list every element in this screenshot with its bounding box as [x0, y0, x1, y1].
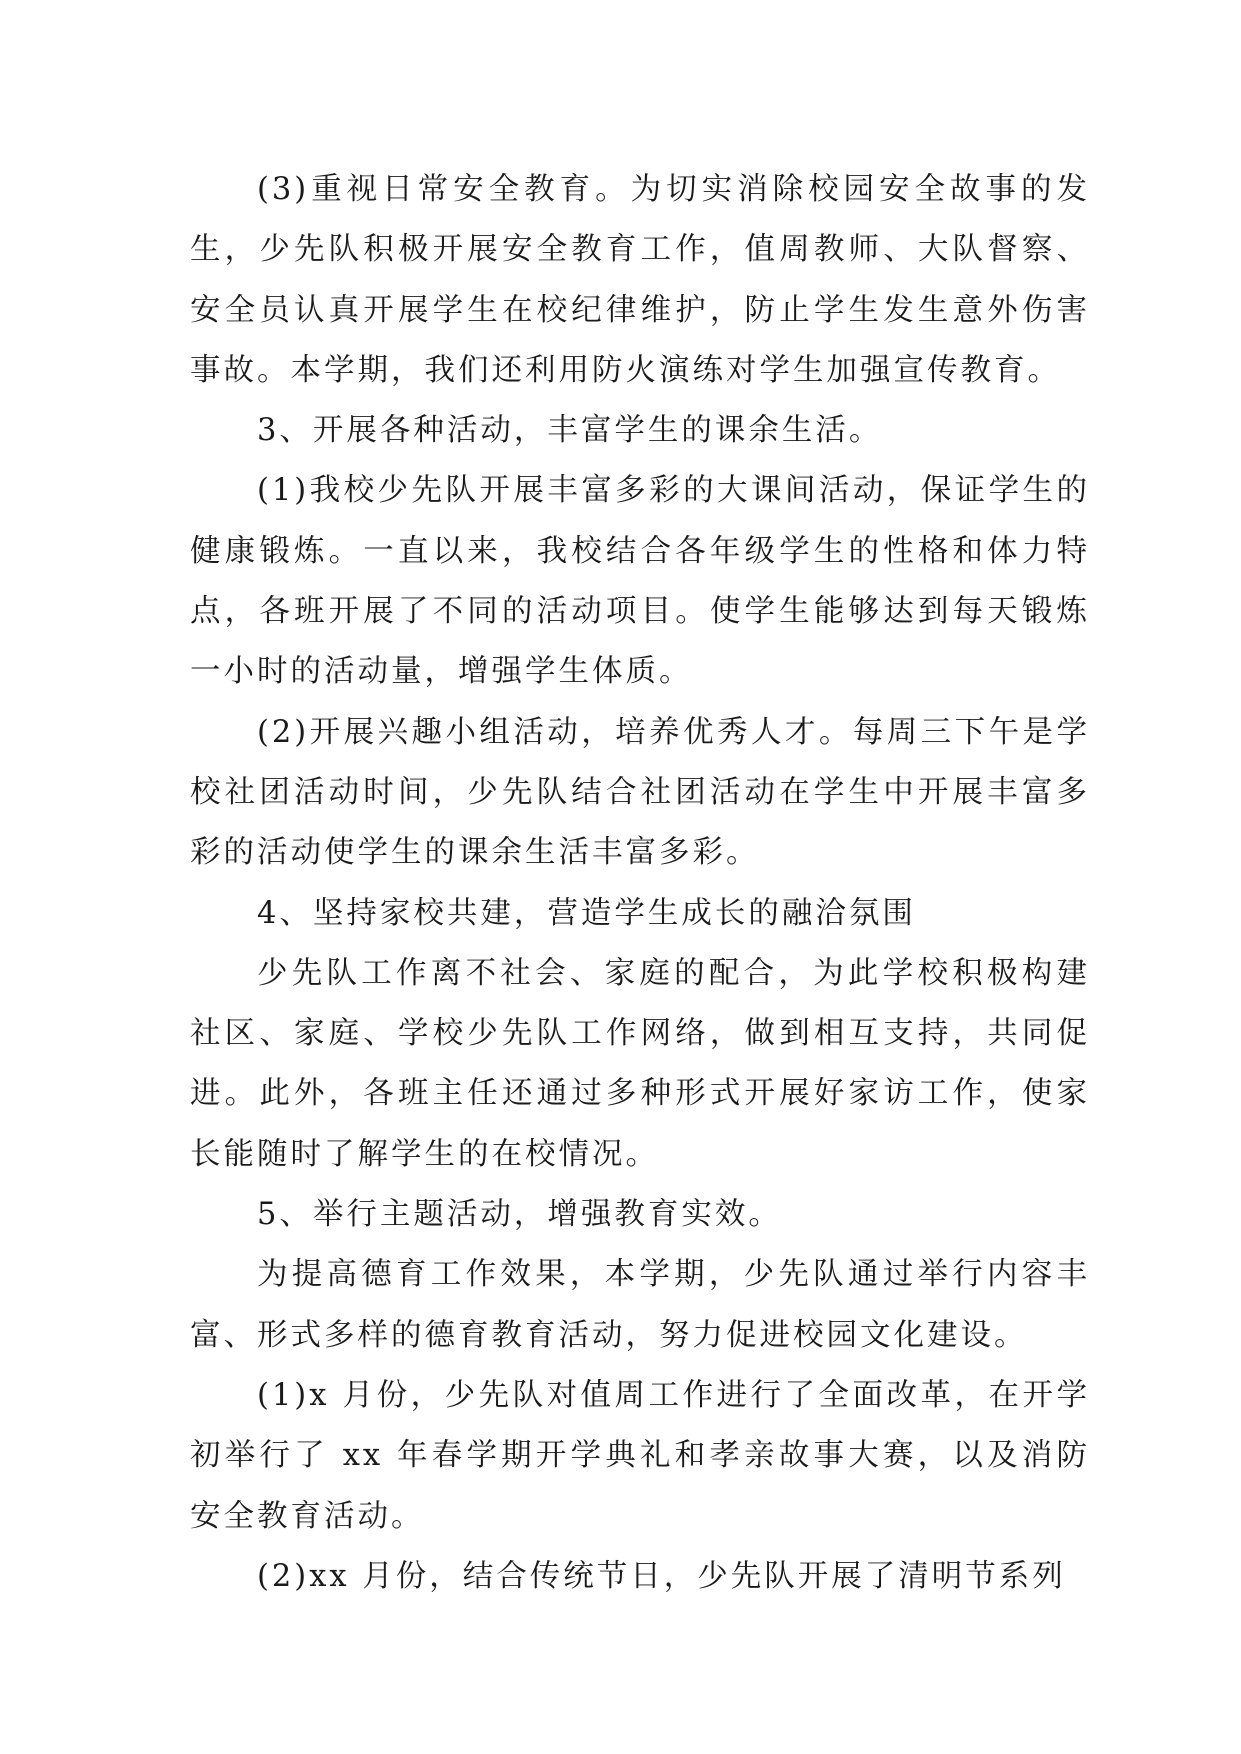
paragraph-recess-activities: (1)我校少先队开展丰富多彩的大课间活动，保证学生的健康锻炼。一直以来，我校结合各年级学生的性格和体力特点，各班开展了不同的活动项目。使学生能够达到每天锻炼一小时的活动量，增强学生体质。	[190, 473, 1090, 690]
paragraph-moral-education: 为提高德育工作效果，本学期，少先队通过举行内容丰富、形式多样的德育教育活动，努力促进校园文化建设。	[190, 1257, 1090, 1353]
heading-activities: 3、开展各种活动，丰富学生的课余生活。	[257, 413, 883, 449]
paragraph-interest-groups: (2)开展兴趣小组活动，培养优秀人才。每周三下午是学校社团活动时间，少先队结合社团活动在学生中开展丰富多彩的活动使学生的课余生活丰富多彩。	[190, 714, 1090, 871]
heading-theme-activities: 5、举行主题活动，增强教育实效。	[257, 1197, 782, 1233]
paragraph-home-school: 少先队工作离不社会、家庭的配合，为此学校积极构建社区、家庭、学校少先队工作网络，做到相互支持，共同促进。此外，各班主任还通过多种形式开展好家访工作，使家长能随时了解学生的在校情况。	[190, 955, 1090, 1172]
document-body	[190, 160, 1090, 1607]
heading-home-school: 4、坚持家校共建，营造学生成长的融洽氛围	[257, 895, 916, 931]
paragraph-safety-education: (3)重视日常安全教育。为切实消除校园安全故事的发生，少先队积极开展安全教育工作，值周教师、大队督察、安全员认真开展学生在校纪律维护，防止学生发生意外伤害事故。本学期，我们还利用防火演练对学生加强宣传教育。	[190, 172, 1090, 388]
paragraph-month-reform: (1)x 月份，少先队对值周工作进行了全面改革，在开学初举行了 xx 年春学期开学典礼和孝亲故事大赛，以及消防安全教育活动。	[190, 1377, 1090, 1534]
paragraph-traditional-festival: (2)xx 月份，结合传统节日，少先队开展了清明节系列	[257, 1558, 1066, 1594]
